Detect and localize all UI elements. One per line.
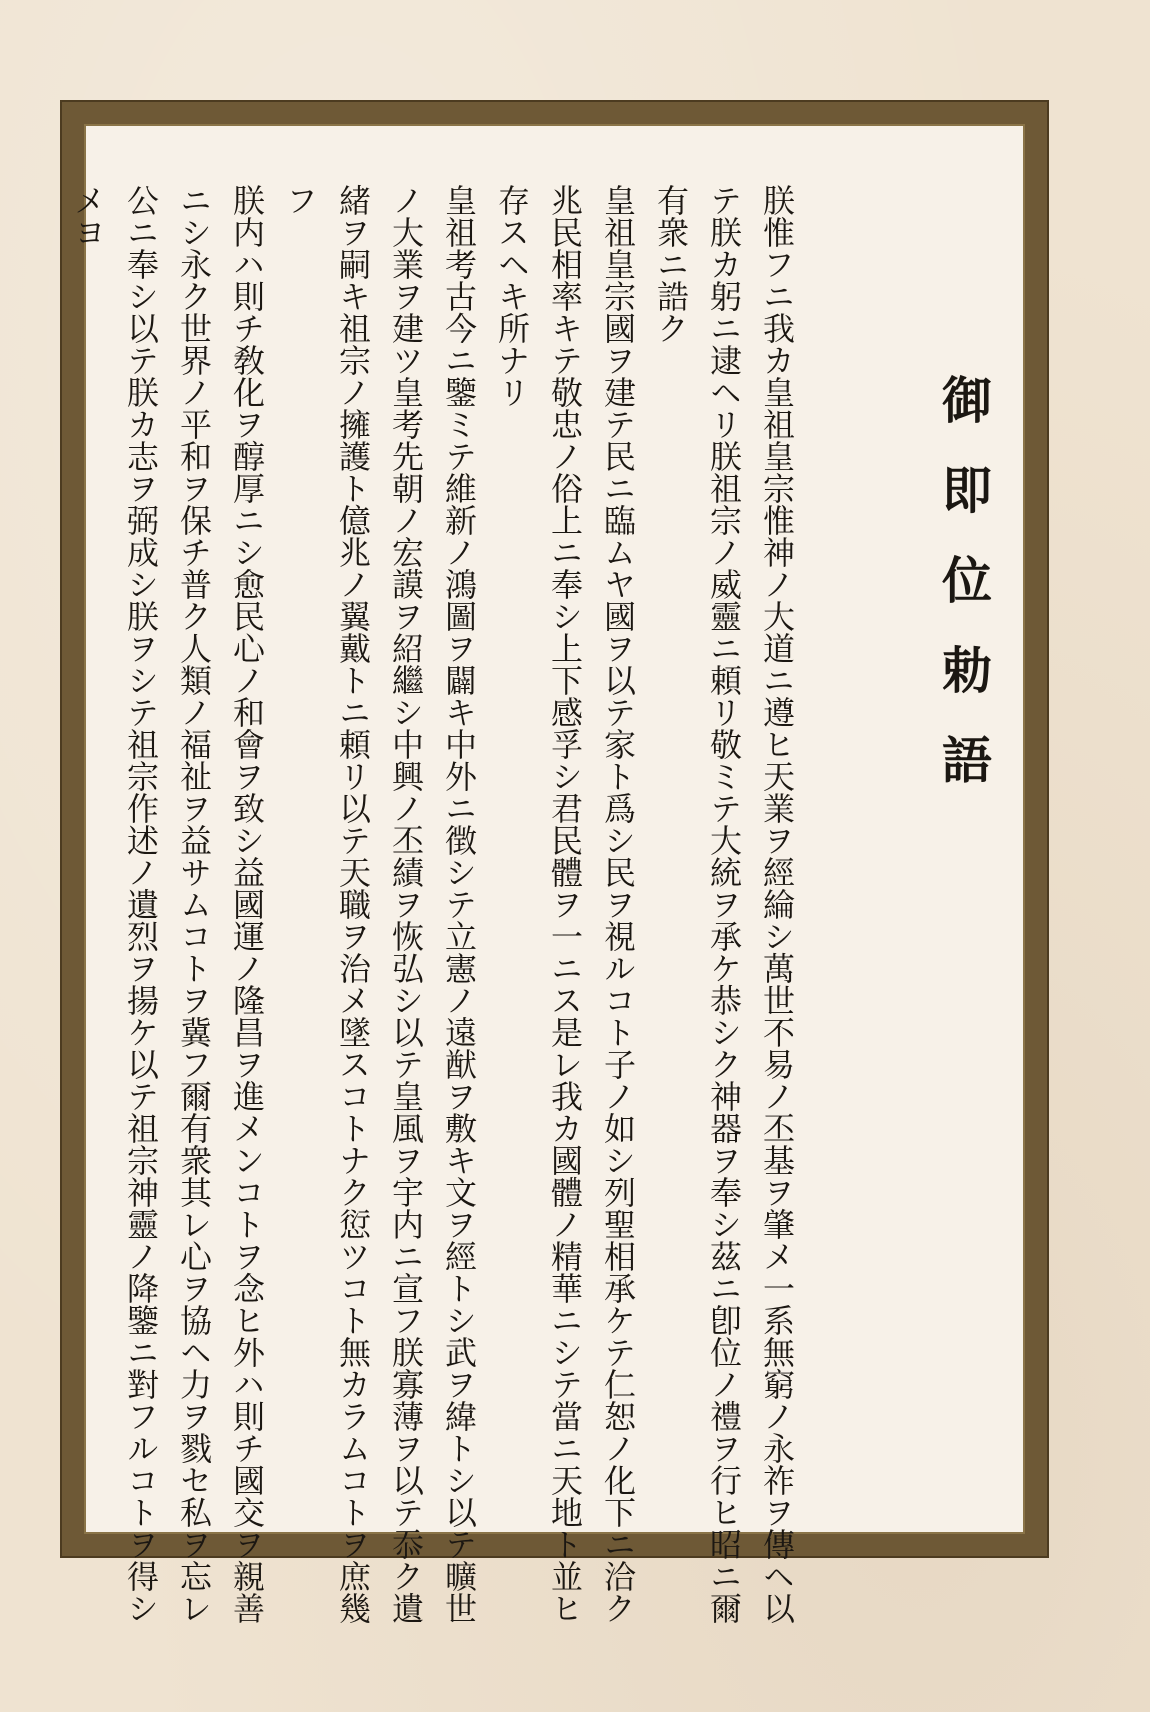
document-frame: [60, 100, 1049, 1624]
text-column-12: ニシ永ク世界ノ平和ヲ保チ普ク人類ノ福祉ヲ益サムコトヲ冀フ爾有衆其レ心ヲ協ヘ力ヲ戮セ私ヲ忘レ: [175, 184, 213, 1624]
text-column-7: 皇祖考古今ニ鑒ミテ維新ノ鴻圖ヲ闢キ中外ニ徴シテ立憲ノ遠猷ヲ敷キ文ヲ經トシ武ヲ緯トシ以テ曠世: [440, 184, 478, 1624]
text-column-9: 緒ヲ嗣キ祖宗ノ擁護ト億兆ノ翼戴トニ頼リ以テ天職ヲ治メ墜スコトナク愆ツコト無カラムコトヲ庶幾: [334, 184, 372, 1624]
text-column-6: 存スヘキ所ナリ: [493, 184, 531, 408]
text-column-11: 朕内ハ則チ敎化ヲ醇厚ニシ愈民心ノ和會ヲ致シ益國運ノ隆昌ヲ進メンコトヲ念ヒ外ハ則チ國交ヲ親善: [228, 184, 266, 1624]
text-column-13: 公ニ奉シ以テ朕カ志ヲ弼成シ朕ヲシテ祖宗作述ノ遺烈ヲ揚ケ以テ祖宗神靈ノ降鑒ニ對フルコトヲ得シ: [122, 184, 160, 1624]
text-column-3: 有衆ニ誥ク: [652, 184, 690, 344]
text-column-10: フ: [281, 184, 319, 216]
text-column-14: メヨ: [69, 184, 107, 248]
text-column-2: テ朕カ躬ニ逮ヘリ朕祖宗ノ威靈ニ頼リ敬ミテ大統ヲ承ケ恭シク神器ヲ奉シ茲ニ卽位ノ禮ヲ行ヒ昭ニ爾: [705, 184, 743, 1624]
text-column-1: 朕惟フニ我カ皇祖皇宗惟神ノ大道ニ遵ヒ天業ヲ經綸シ萬世不易ノ丕基ヲ肇メ一系無窮ノ永祚ヲ傳ヘ以: [758, 184, 796, 1624]
text-column-8: ノ大業ヲ建ツ皇考先朝ノ宏謨ヲ紹繼シ中興ノ丕績ヲ恢弘シ以テ皇風ヲ宇内ニ宣フ朕寡薄ヲ以テ忝ク遺: [387, 184, 425, 1624]
document-title: 御即位勅語: [934, 374, 993, 824]
text-column-5: 兆民相率キテ敬忠ノ俗上ニ奉シ上下感孚シ君民體ヲ一ニス是レ我カ國體ノ精華ニシテ當ニ天地ト並ヒ: [546, 184, 584, 1624]
rescript-text: [61, 184, 1003, 1624]
text-column-4: 皇祖皇宗國ヲ建テ民ニ臨ムヤ國ヲ以テ家ト爲シ民ヲ視ルコト子ノ如シ列聖相承ケテ仁恕ノ化下ニ洽ク: [599, 184, 637, 1624]
